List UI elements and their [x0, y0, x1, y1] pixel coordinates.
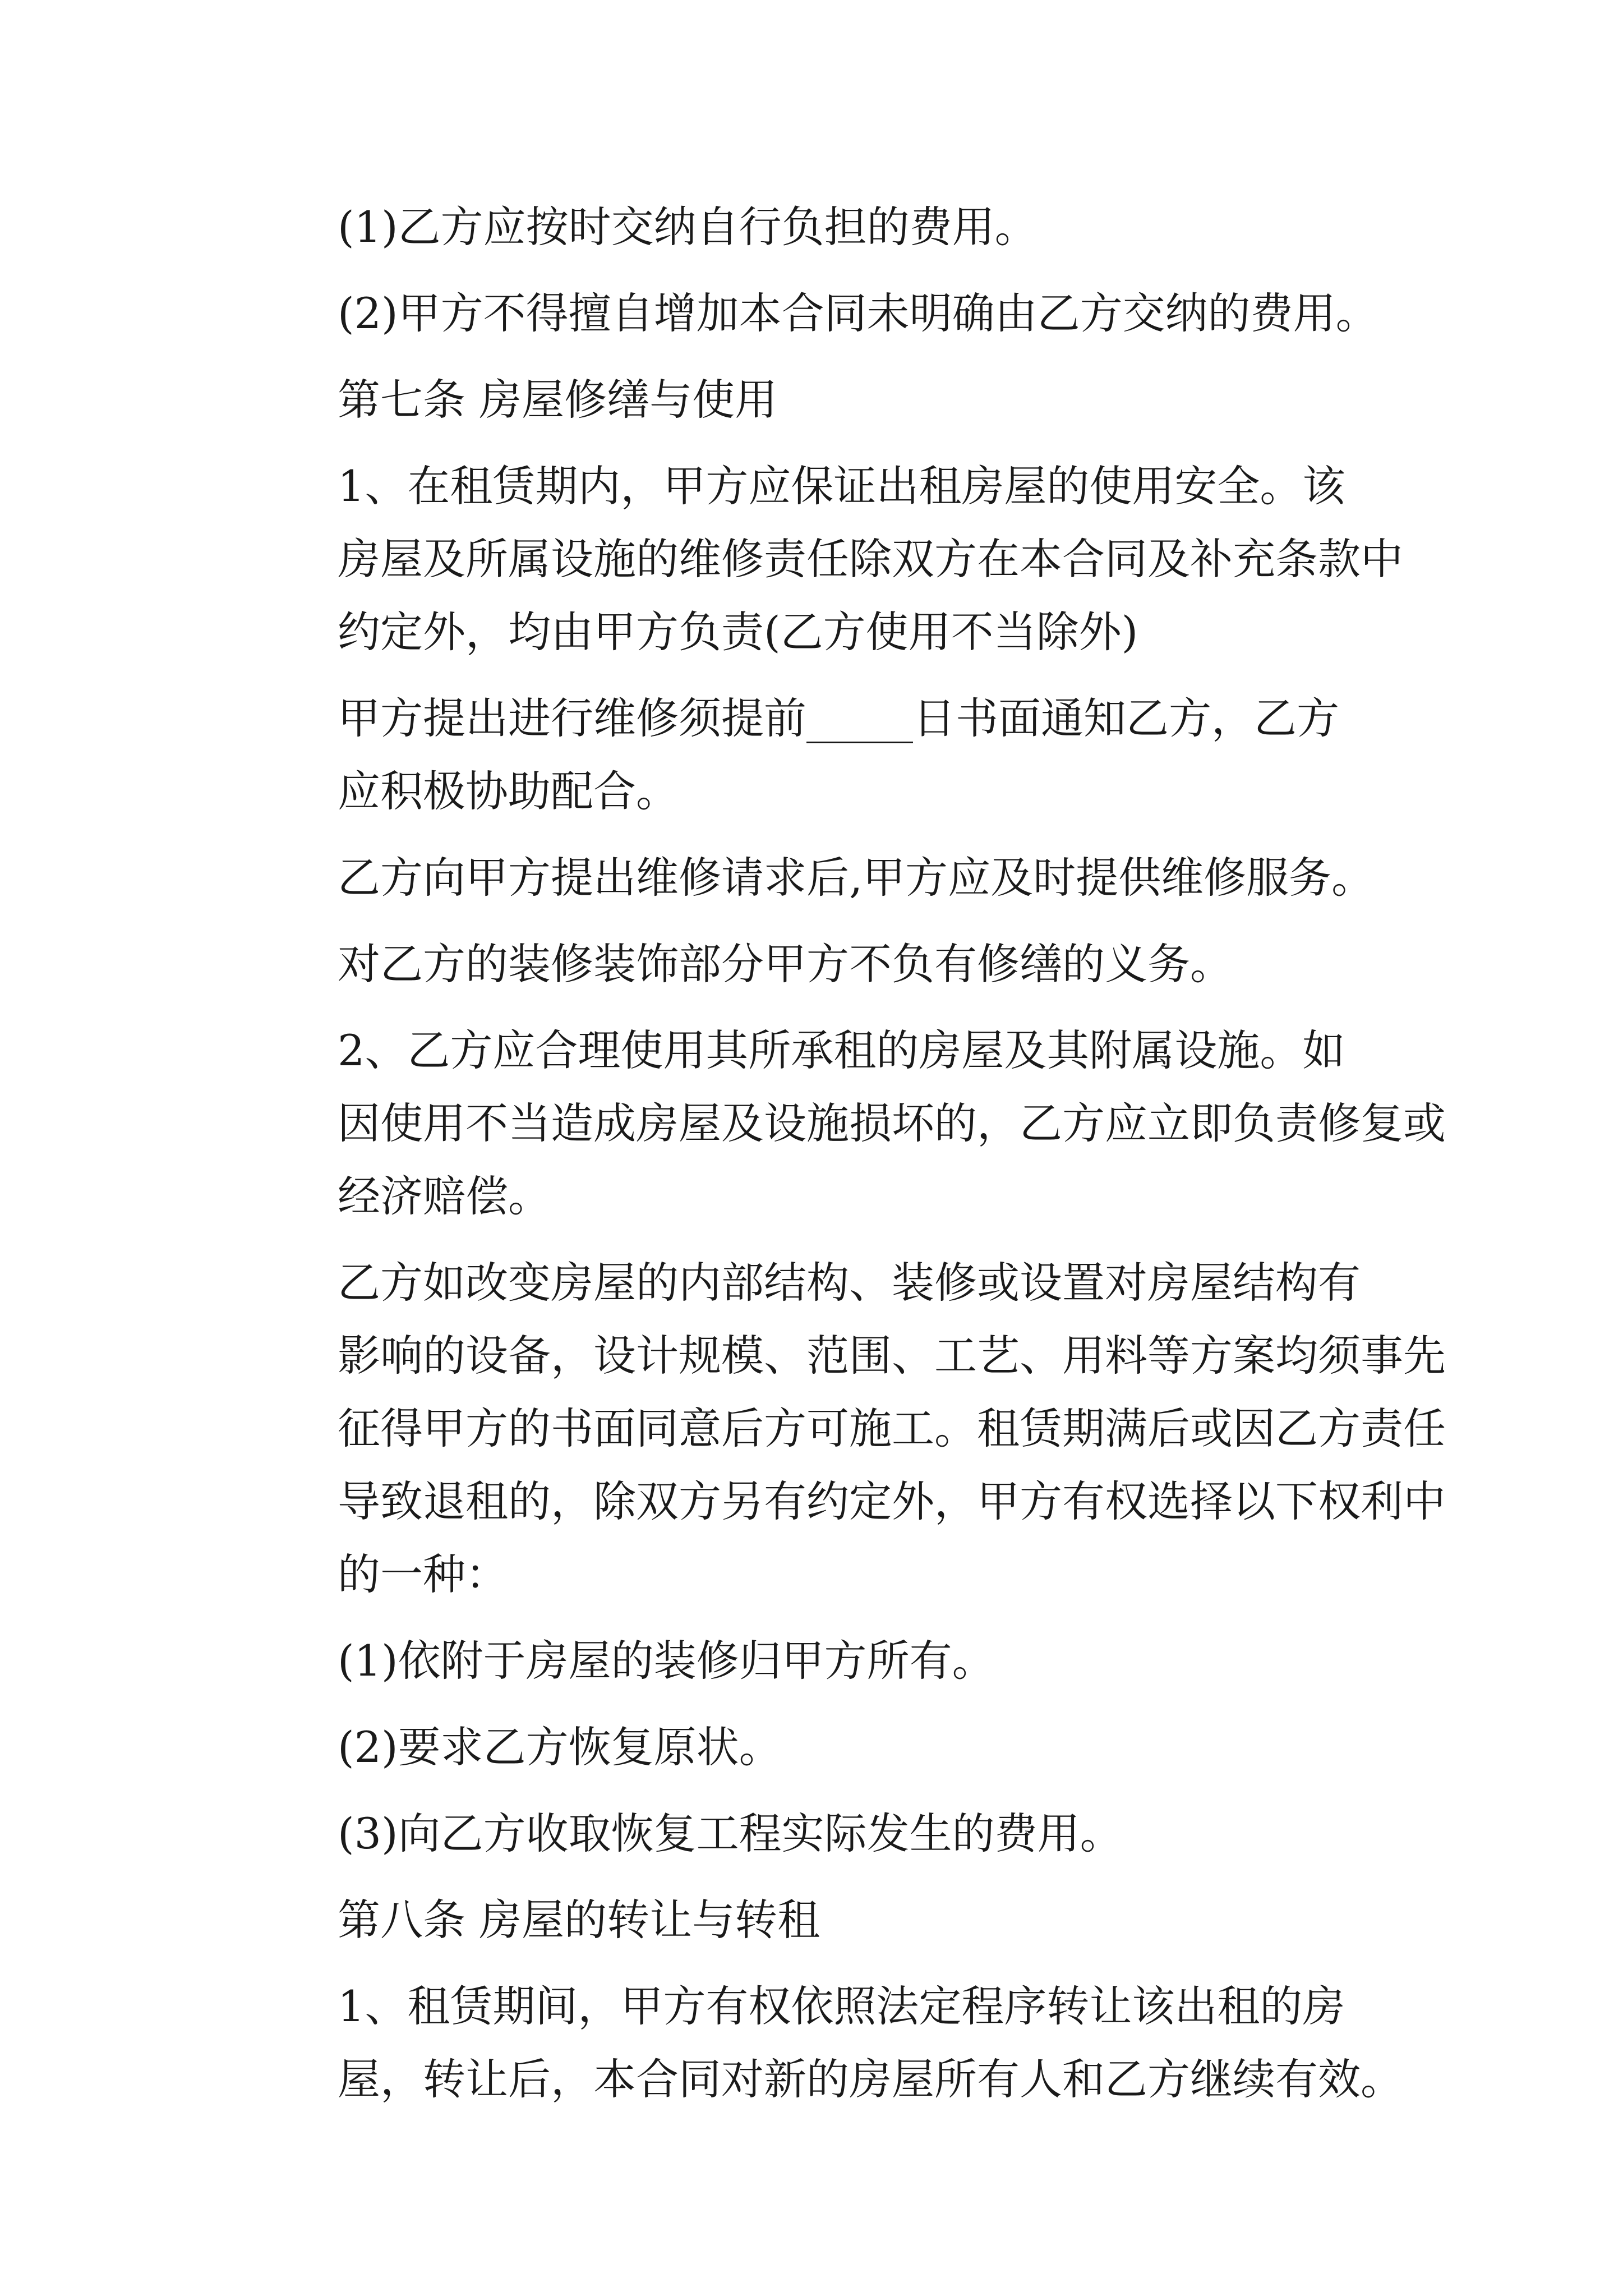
paragraph-1-1-fee: (1)乙方应按时交纳自行负担的费用。: [338, 202, 1038, 252]
list-item-1-decoration-owned: (1)依附于房屋的装修归甲方所有。: [338, 1636, 995, 1686]
paragraph-8-1-transfer: 1、租赁期间，甲方有权依照法定程序转让该出租的房 屋，转让后，本合同对新的房屋所有人和乙方继续有效。: [338, 1981, 1403, 2104]
paragraph-2-no-extra-fee: (2)甲方不得擅自增加本合同未明确由乙方交纳的费用。: [338, 288, 1378, 338]
paragraph-7-1-safety: 1、在租赁期内，甲方应保证出租房屋的使用安全。该 房屋及所属设施的维修责任除双方在本合同及补充条款中 约定外，均由甲方负责(乙方使用不当除外): [338, 461, 1403, 657]
paragraph-structure-change: 乙方如改变房屋的内部结构、装修或设置对房屋结构有 影响的设备，设计规模、范围、工艺、用料等方案均须事先 征得甲方的书面同意后方可施工。租赁期满后或因乙方责任 导致退租的，除双方另有约定外，甲方有权选择以下权利中 的一种：: [338, 1258, 1446, 1599]
list-item-3-restore-cost: (3)向乙方收取恢复工程实际发生的费用。: [338, 1809, 1123, 1858]
paragraph-decoration-duty: 对乙方的装修装饰部分甲方不负有修缮的义务。: [338, 939, 1233, 989]
paragraph-repair-request: 乙方向甲方提出维修请求后,甲方应及时提供维修服务。: [338, 853, 1375, 903]
heading-article-7: 第七条 房屋修缮与使用: [338, 375, 778, 425]
paragraph-repair-notice: 甲方提出进行维修须提前_____日书面通知乙方，乙方 应积极协助配合。: [338, 693, 1339, 816]
body-text: [252, 191, 1446, 2129]
paragraph-7-2-reasonable-use: 2、乙方应合理使用其所承租的房屋及其附属设施。如 因使用不当造成房屋及设施损坏的，乙方应立即负责修复或 经济赔偿。: [338, 1025, 1446, 1221]
list-item-2-restore: (2)要求乙方恢复原状。: [338, 1722, 782, 1772]
heading-article-8: 第八条 房屋的转让与转租: [338, 1895, 820, 1945]
